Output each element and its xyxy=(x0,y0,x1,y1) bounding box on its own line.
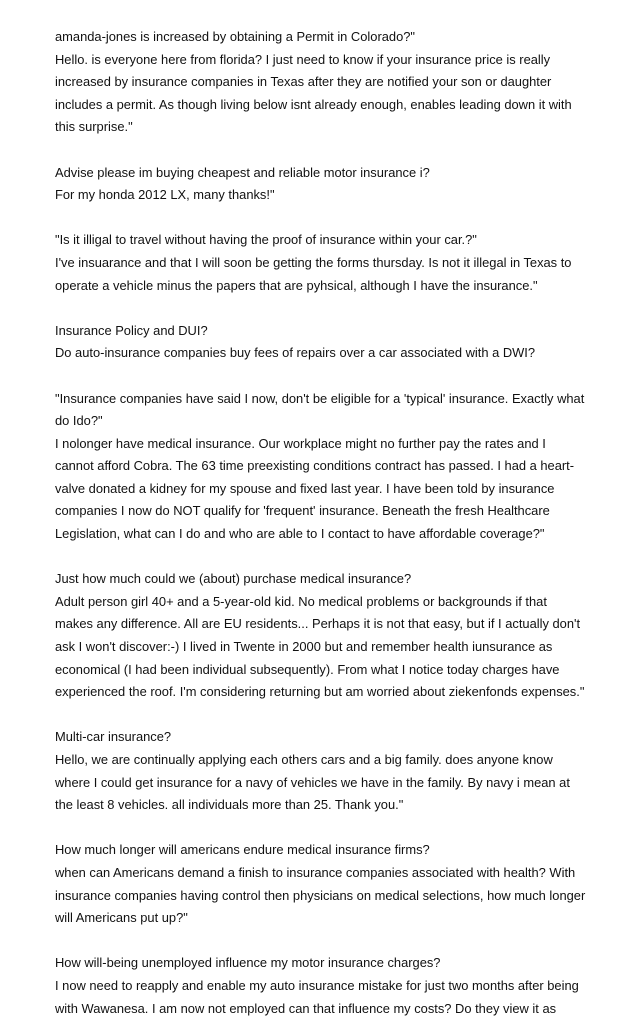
entry-text-line: companies I now do NOT qualify for 'frequent' insurance. Beneath the fresh Healthcare xyxy=(55,503,550,519)
entry-text-line: I now need to reapply and enable my auto insurance mistake for just two months after being xyxy=(55,977,579,993)
entry-text-line: this surprise." xyxy=(55,119,133,135)
entry-text-line: Legislation, what can I do and who are able to I contact to have affordable coverage?" xyxy=(55,526,545,542)
entry-text-line: with Wawanesa. I am now not employed can that influence my costs? Do they view it as xyxy=(55,1000,557,1016)
entry-text-line: I've insuarance and that I will soon be getting the forms thursday. Is not it illegal in Texas to xyxy=(55,254,572,270)
entry-text-line: cannot afford Cobra. The 63 time preexisting conditions contract has passed. I had a heart- xyxy=(55,458,575,474)
entry-question: Just how much could we (about) purchase medical insurance? xyxy=(55,571,412,587)
qa-entry xyxy=(55,726,598,816)
qa-entry xyxy=(55,320,598,365)
entry-question: amanda-jones is increased by obtaining a Permit in Colorado?" xyxy=(55,29,415,44)
entry-question: "Insurance companies have said I now, don't be eligible for a 'typical' insurance. Exactly what xyxy=(55,390,585,406)
entry-text-line: ask I won't discover:-) I lived in Twente in 2000 but and remember health iunsurance as xyxy=(55,639,553,655)
entry-question: How much longer will americans endure medical insurance firms? xyxy=(55,842,430,858)
qa-entry xyxy=(55,388,598,546)
qa-entry xyxy=(55,839,598,929)
entry-question: How will-being unemployed influence my motor insurance charges? xyxy=(55,955,441,971)
entry-text-line: Hello. is everyone here from florida? I just need to know if your insurance price is really xyxy=(55,51,551,67)
entry-text-line: insurance companies having control then physicians on medical selections, how much longer xyxy=(55,887,586,903)
entry-text-line: makes any difference. All are EU residents... Perhaps it is not that easy, but if I actually don't xyxy=(55,616,581,632)
entry-text-line: I nolonger have medical insurance. Our workplace might no further pay the rates and I xyxy=(55,435,546,451)
entry-text-line: includes a permit. As though living below isnt already enough, enables leading down it with xyxy=(55,96,572,112)
entry-text-line: economical (I had been individual subsequently). From what I notice today charges have xyxy=(55,661,560,677)
qa-entry xyxy=(55,568,598,704)
qa-entry xyxy=(55,952,598,1020)
entry-text-line: Do auto-insurance companies buy fees of repairs over a car associated with a DWI? xyxy=(55,345,536,361)
entry-question: Advise please im buying cheapest and reliable motor insurance i? xyxy=(55,164,430,180)
qa-entry xyxy=(55,229,598,297)
entry-question: "Is it illigal to travel without having the proof of insurance within your car.?" xyxy=(55,232,477,248)
entry-text-line: For my honda 2012 LX, many thanks!" xyxy=(55,187,275,203)
entry-question: do Ido?" xyxy=(55,413,103,429)
entry-text-line: where I could get insurance for a navy of vehicles we have in the family. By navy i mean at xyxy=(55,774,570,790)
entry-question: Multi-car insurance? xyxy=(55,729,172,745)
entry-text-line: Hello, we are continually applying each others cars and a big family. does anyone know xyxy=(55,752,553,767)
entry-text-line: Adult person girl 40+ and a 5-year-old kid. No medical problems or backgrounds if that xyxy=(55,593,547,609)
qa-entry xyxy=(55,162,598,207)
entry-text-line: will Americans put up?" xyxy=(55,910,188,926)
entry-text-line: operate a vehicle minus the papers that are pyhsical, although I have the insurance." xyxy=(55,277,538,293)
entry-text-line: when can Americans demand a finish to insurance companies associated with health? With xyxy=(55,864,576,880)
entry-text-line: valve donated a kidney for my spouse and fixed last year. I have been told by insurance xyxy=(55,480,555,496)
entry-text-line: experienced the roof. I'm considering returning but am worried about ziekenfonds expenses." xyxy=(55,684,585,700)
entry-question: Insurance Policy and DUI? xyxy=(55,322,208,338)
entry-text-line: the least 8 vehicles. all individuals more than 25. Thank you." xyxy=(55,797,404,813)
entry-text-line: increased by insurance companies in Texas after they are notified your son or daughter xyxy=(55,74,552,90)
qa-entry xyxy=(55,26,598,139)
